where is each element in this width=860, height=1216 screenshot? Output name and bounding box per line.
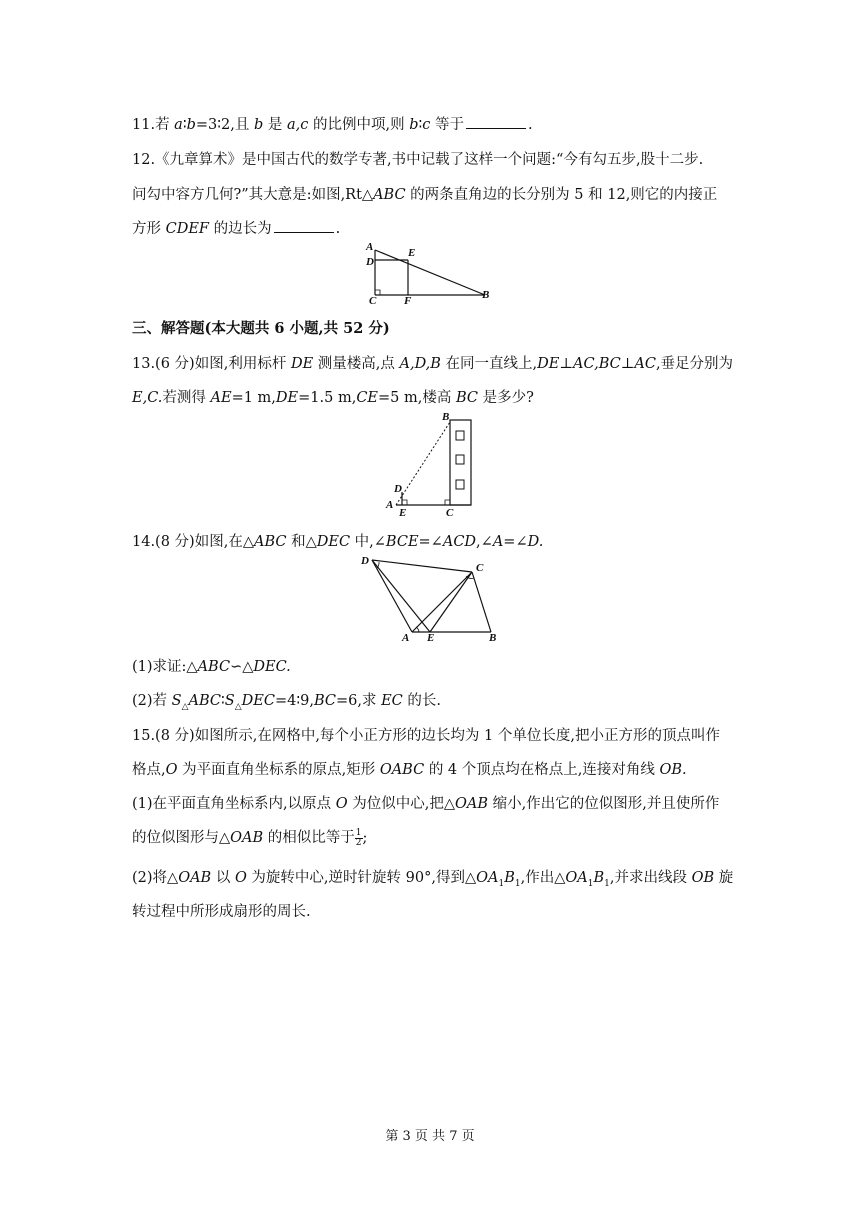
q11-text: ∶ [182,117,187,133]
q15-text: 缩小,作出它的位似图形,并且使所作 [488,796,720,812]
q13-var: A,D,B [399,356,441,372]
q11-text: ∶ [418,117,423,133]
q15-var: OAB [230,830,264,846]
label-D: D [394,483,402,495]
answer-blank[interactable] [274,231,334,233]
q12-text: . [335,221,341,237]
q15-text: 的位似图形与△ [132,830,231,846]
q11-text: 若 [155,117,175,133]
q13-var: AC,BC [573,356,621,372]
q13-text: =1 m, [231,390,276,406]
q15-var: B [593,870,605,886]
q14-text: ∽△ [230,659,254,675]
question-11 [132,113,533,134]
q13-var: DE [290,356,314,372]
label-A: A [386,499,394,511]
q14-sub: △ [234,701,242,712]
q14-text: 14.(8 分)如图,在△ [132,534,254,550]
q14-triangles-figure [355,552,505,644]
q15-text: ; [362,830,368,846]
q12-text: 的两条直角边的长分别为 5 和 12,则它的内接正 [405,187,718,203]
q15-text: 以 [211,870,235,886]
q15-text: (2)将△ [132,870,179,886]
label-E: E [408,247,416,259]
label-B: B [442,411,450,423]
q11-text: 的比例中项,则 [308,117,410,133]
q15-text: 的 4 个顶点均在格点上,连接对角线 [424,762,660,778]
label-B: B [482,289,490,301]
label-D: D [366,256,374,268]
q11-text: . [528,117,533,133]
question-12-line-1: 12.《九章算术》是中国古代的数学专著,书中记载了这样一个问题:“今有勾五步,股十二步. [132,152,704,168]
q13-var: CE [356,390,378,406]
q14-var: BC [313,693,336,709]
q15-var: OB [691,870,715,886]
q11-var: b [254,117,264,133]
q15-sub: 1 [604,878,610,889]
q15-text: (1)在平面直角坐标系内,以原点 [132,796,336,812]
question-15-line-2 [132,758,687,779]
label-D: D [361,555,369,567]
q15-text: 旋 [714,870,734,886]
label-E: E [427,632,435,644]
q13-var: AC [634,356,656,372]
q14-text: =∠ [503,534,528,550]
q13-var: AE [210,390,232,406]
q11-var: b [409,117,419,133]
q13-var: DE [275,390,299,406]
q14-var: ACD [442,534,477,550]
fraction-numerator: 1 [355,827,362,838]
q15-text: 为平面直角坐标系的原点,矩形 [177,762,380,778]
q15-text: 的相似比等于 [263,830,355,846]
q14-var: DEC [316,534,351,550]
q13-text: 若测得 [162,390,211,406]
q14-var: S [224,693,235,709]
q15-var: O [335,796,348,812]
label-B: B [489,632,497,644]
fraction-one-half [355,829,363,848]
label-A: A [402,632,410,644]
label-C: C [476,562,484,574]
q15-text: ,作出△ [520,870,566,886]
q13-var: DE [537,356,560,372]
q15-var: O [165,762,178,778]
q12-var: CDEF [165,221,209,237]
q14-var: ABC [197,659,231,675]
q14-var: BCE [385,534,419,550]
q14-var: EC [381,693,403,709]
q12-triangle-figure [360,238,510,304]
q14-text: (1)求证:△ [132,659,198,675]
q13-text: =1.5 m, [298,390,357,406]
q14-var: A [492,534,504,550]
q13-text: ,垂足分别为 [655,356,734,372]
q13-text: ⊥ [559,356,574,372]
q14-var: D. [527,534,544,550]
q12-text: 问勾中容方几何?”其大意是:如图,Rt△ [132,187,374,203]
q11-text: 是 [263,117,288,133]
label-A: A [366,241,374,253]
question-15-line-1: 15.(8 分)如图所示,在网格中,每个小正方形的边长均为 1 个单位长度,把小正方形的顶点叫作 [132,728,720,744]
question-12-line-2 [132,183,717,204]
question-14-line-1 [132,530,543,551]
q15-var: OB. [659,762,687,778]
label-C: C [369,295,377,304]
q12-var: ABC [373,187,406,203]
q15-var: OA [476,870,499,886]
label-C: C [446,507,454,518]
q14-text: 的长. [402,693,441,709]
question-14-part-2 [132,689,441,712]
q14-text: ∶ [221,693,225,709]
q15-sub: 1 [514,878,521,889]
q15-text: 格点, [132,762,166,778]
question-14-part-1 [132,655,291,676]
q12-text: 的边长为 [208,221,272,237]
q15-var: OAB [455,796,489,812]
q11-number: 11. [132,117,156,133]
q15-sub: 1 [587,878,594,889]
q15-var: OAB [178,870,212,886]
question-15-part-2-line-1 [132,866,733,889]
q14-var: S [171,693,182,709]
q13-text: 测量楼高,点 [313,356,400,372]
q15-var: OA [565,870,588,886]
q15-text: 为旋转中心,逆时针旋转 90°,得到△ [246,870,477,886]
q15-sub: 1 [498,878,505,889]
q14-sub: △ [181,701,189,712]
q11-text: =3∶2,且 [195,117,254,133]
q11-text: 等于 [430,117,465,133]
section-3-heading: 三、解答题(本大题共 6 小题,共 52 分) [132,320,390,337]
q13-var: E,C. [132,390,163,406]
q13-text: =5 m,楼高 [378,390,456,406]
q15-var: B [504,870,515,886]
q14-text: (2)若 [132,693,172,709]
q14-var: ABC [188,693,222,709]
answer-blank[interactable] [466,127,526,129]
fraction-denominator: 2 [355,837,362,848]
q14-var: DEC. [253,659,291,675]
q14-text: ,∠ [476,534,493,550]
label-F: F [404,295,412,304]
q11-var: a,c [287,117,309,133]
q15-var: OABC [379,762,425,778]
q13-building-figure [383,410,493,518]
q15-text: 为位似中心,把△ [347,796,456,812]
q14-text: =4∶9, [274,693,314,709]
question-15-part-1-line-1 [132,792,719,813]
q14-text: =6,求 [335,693,382,709]
q13-text: 是多少? [477,390,534,406]
q12-text: 方形 [132,221,166,237]
question-13-line-2 [132,386,534,407]
question-15-part-2-line-2: 转过程中所形成扇形的周长. [132,904,311,920]
q11-var: b [186,117,196,133]
q13-text: ⊥ [620,356,635,372]
q15-var: O [234,870,247,886]
q13-var: BC [455,390,478,406]
q13-text: 13.(6 分)如图,利用标杆 [132,356,291,372]
q14-text: 和△ [286,534,317,550]
question-12-line-3 [132,217,340,238]
q14-text: 中,∠ [350,534,386,550]
q15-text: ,并求出线段 [609,870,692,886]
q14-text: =∠ [418,534,443,550]
label-E: E [399,507,407,518]
question-15-part-1-line-2 [132,826,367,848]
q11-var: c [422,117,431,133]
q11-var: a [174,117,183,133]
q14-var: ABC [253,534,287,550]
q14-var: DEC [241,693,275,709]
q13-text: 在同一直线上, [440,356,538,372]
question-13-line-1 [132,352,733,373]
page-footer: 第 3 页 共 7 页 [385,1129,475,1144]
